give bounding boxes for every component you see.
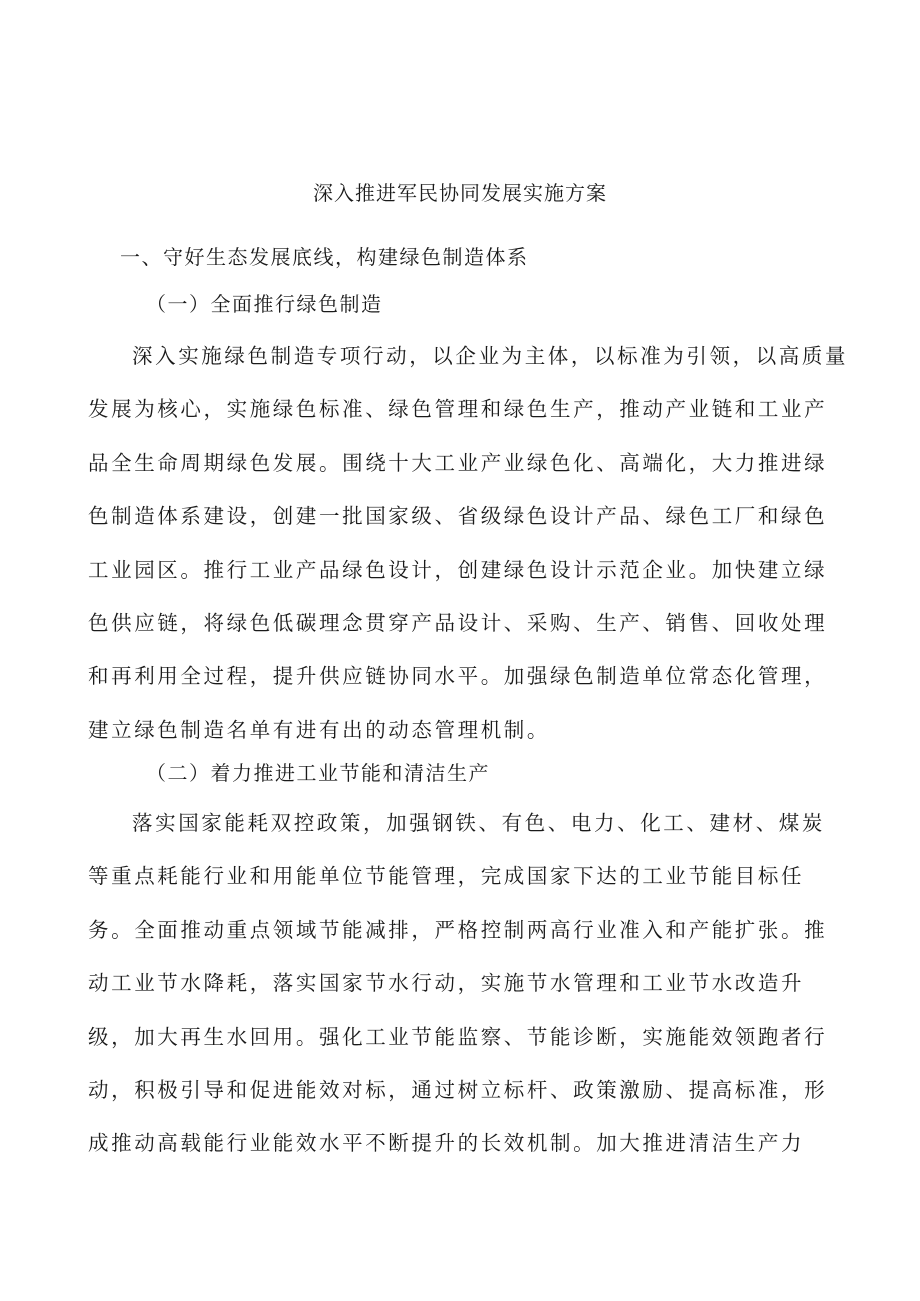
paragraph-green-manufacturing	[88, 330, 849, 757]
paragraph-line: 工业园区。推行工业产品绿色设计，创建绿色设计示范企业。加快建立绿	[88, 557, 828, 582]
paragraph-line: 成推动高载能行业能效水平不断提升的长效机制。加大推进清洁生产力	[88, 1131, 805, 1156]
paragraph-line: 建立绿色制造名单有进有出的动态管理机制。	[88, 717, 550, 742]
paragraph-line: 深入实施绿色制造专项行动，以企业为主体，以标准为引领，以高质量	[132, 344, 849, 368]
paragraph-line: 发展为核心，实施绿色标准、绿色管理和绿色生产，推动产业链和工业产	[88, 397, 828, 422]
paragraph-line: 务。全面推动重点领域节能减排，严格控制两高行业准入和产能扩张。推	[88, 917, 828, 942]
paragraph-line: 色制造体系建设，创建一批国家级、省级绿色设计产品、绿色工厂和绿色	[88, 504, 828, 529]
document-title: 深入推进军民协同发展实施方案	[313, 181, 607, 205]
paragraph-line: 和再利用全过程，提升供应链协同水平。加强绿色制造单位常态化管理，	[88, 664, 828, 689]
paragraph-line: 级，加大再生水回用。强化工业节能监察、节能诊断，实施能效领跑者行	[88, 1024, 828, 1049]
section-heading: 一、守好生态发展底线，构建绿色制造体系	[120, 245, 529, 269]
paragraph-line: 动工业节水降耗，落实国家节水行动，实施节水管理和工业节水改造升	[88, 971, 805, 996]
paragraph-line: 等重点耗能行业和用能单位节能管理，完成国家下达的工业节能目标任	[88, 864, 805, 889]
paragraph-line: 品全生命周期绿色发展。围绕十大工业产业绿色化、高端化，大力推进绿	[88, 450, 828, 475]
paragraph-line: 色供应链，将绿色低碳理念贯穿产品设计、采购、生产、销售、回收处理	[88, 611, 828, 636]
subsection-heading-2: （二）着力推进工业节能和清洁生产	[146, 761, 490, 785]
subsection-heading-1: （一）全面推行绿色制造	[146, 292, 383, 316]
paragraph-energy-saving	[88, 797, 840, 1171]
paragraph-line: 落实国家能耗双控政策，加强钢铁、有色、电力、化工、建材、煤炭	[132, 811, 825, 835]
paragraph-line: 动，积极引导和促进能效对标，通过树立标杆、政策激励、提高标准，形	[88, 1078, 828, 1103]
